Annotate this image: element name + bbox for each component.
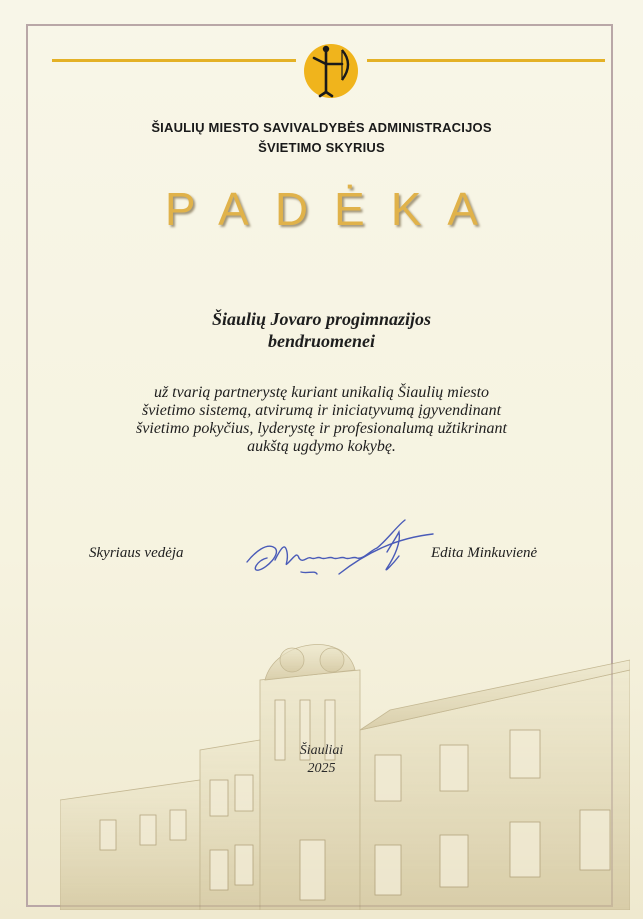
- body-line-1: už tvarią partnerystę kuriant unikalią Šiaulių miesto: [153, 384, 490, 401]
- recipient: [0, 308, 643, 352]
- header-institution: ŠIAULIŲ MIESTO SAVIVALDYBĖS ADMINISTRACIJOS: [151, 120, 492, 135]
- signatory-name: Edita Minkuvienė: [431, 545, 538, 561]
- place-and-year: [0, 742, 643, 778]
- acknowledgement-text: [0, 384, 643, 456]
- handwritten-signature: [237, 512, 437, 592]
- recipient-line-2: bendruomenei: [267, 331, 375, 351]
- archer-sun-logo-icon: [302, 42, 360, 100]
- body-line-3: švietimo pokyčius, lyderystę ir profesionalumą užtikrinant: [136, 420, 507, 437]
- signatory-role: Skyriaus vedėja: [89, 545, 184, 561]
- city-name: Šiauliai: [299, 743, 344, 758]
- year: 2025: [307, 761, 336, 776]
- header-department: ŠVIETIMO SKYRIUS: [258, 140, 385, 155]
- certificate-title: PADĖKA: [164, 183, 505, 235]
- decorative-rule-right: [367, 59, 605, 62]
- decorative-rule-left: [52, 59, 296, 62]
- recipient-line-1: Šiaulių Jovaro progimnazijos: [211, 309, 432, 329]
- body-line-2: švietimo sistemą, atvirumą ir iniciatyvumą įgyvendinant: [141, 402, 502, 419]
- body-line-4: aukštą ugdymo kokybę.: [247, 438, 396, 455]
